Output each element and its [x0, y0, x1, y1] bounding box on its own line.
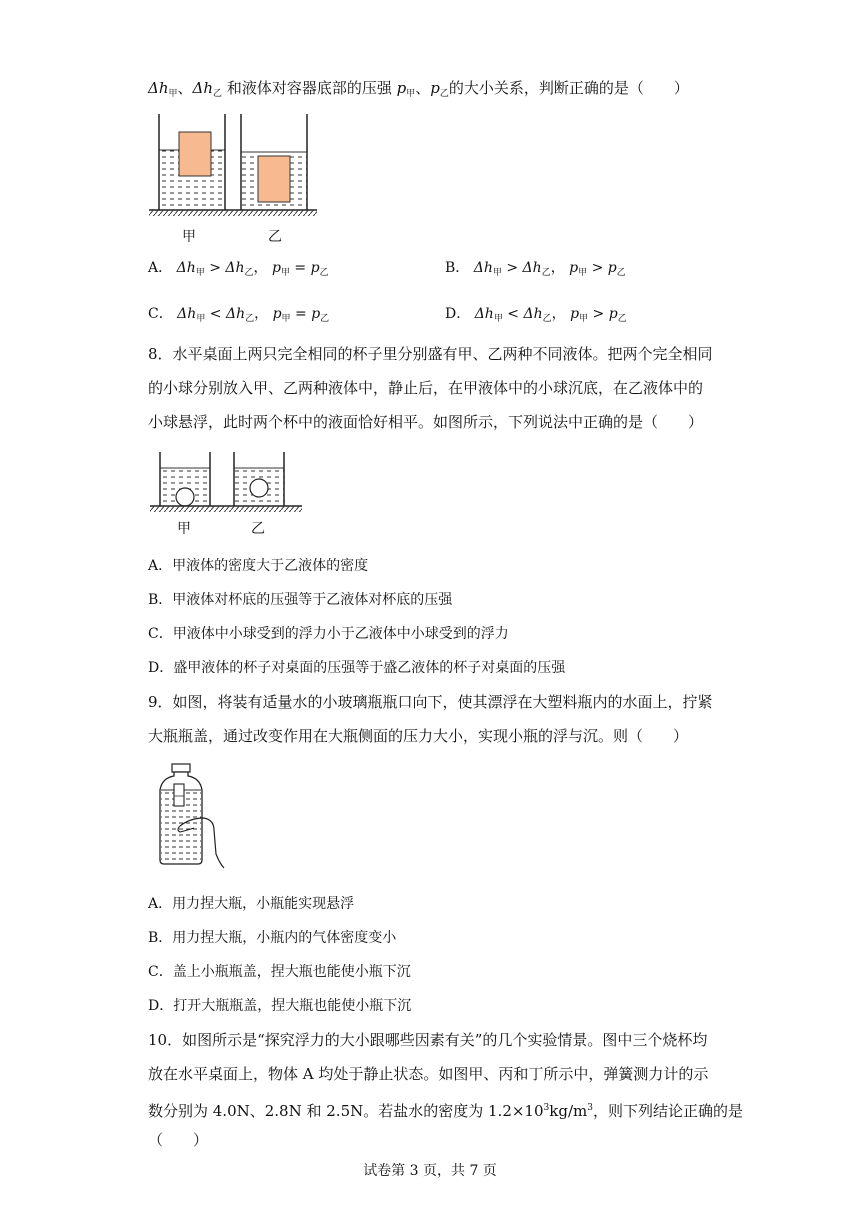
- q7-option-c: C． $\Delta h_甲 < \Delta h_乙$， $p_甲 = p_乙$: [148, 306, 330, 324]
- q7-option-a: A． $\Delta h_甲 > \Delta h_乙$， $p_甲 = p_乙$: [148, 260, 329, 278]
- p-yi: $p_乙$: [430, 79, 449, 99]
- q8-option-a: A．甲液体的密度大于乙液体的密度: [148, 558, 369, 574]
- q10-line-2: 放在水平桌面上，物体 A 均处于静止状态。如图甲、丙和丁所示中，弹簧测力计的示: [148, 1065, 709, 1083]
- q9-figure: [150, 760, 230, 870]
- delta-h-yi: $\Delta h_乙$: [192, 79, 223, 99]
- q9-line-1: 9．如图，将装有适量水的小玻璃瓶瓶口向下，使其漂浮在大塑料瓶内的水面上，拧紧: [148, 693, 713, 711]
- q9-option-c: C．盖上小瓶瓶盖，捏大瓶也能使小瓶下沉: [148, 964, 411, 980]
- q7-option-b: B． $\Delta h_甲 > \Delta h_乙$， $p_甲 > p_乙$: [445, 260, 626, 278]
- q8-line-1: 8．水平桌面上两只完全相同的杯子里分别盛有甲、乙两种不同液体。把两个完全相同: [148, 345, 713, 363]
- page-footer: 试卷第 3 页，共 7 页: [363, 1163, 497, 1179]
- q9-line-2: 大瓶瓶盖，通过改变作用在大瓶侧面的压力大小，实现小瓶的浮与沉。则（ ）: [148, 727, 689, 745]
- q8-fig-label-yi: 乙: [251, 521, 265, 537]
- q8-option-c: C．甲液体中小球受到的浮力小于乙液体中小球受到的浮力: [148, 626, 509, 642]
- q7-fig-label-jia: 甲: [182, 229, 196, 245]
- q10-line-4: （ ）: [148, 1131, 209, 1149]
- q7-stem: $\Delta h_甲$、$\Delta h_乙$ 和液体对容器底部的压强 $p_甲$、$p_乙$的大小关系，判断正确的是（ ）: [148, 79, 689, 99]
- q9-option-a: A．用力捏大瓶，小瓶能实现悬浮: [148, 896, 355, 912]
- q8-line-2: 的小球分别放入甲、乙两种液体中，静止后，在甲液体中的小球沉底，在乙液体中的: [148, 379, 704, 397]
- q7-fig-label-yi: 乙: [268, 229, 282, 245]
- q8-line-3: 小球悬浮，此时两个杯中的液面恰好相平。如图所示，下列说法中正确的是（ ）: [148, 413, 704, 431]
- q9-option-b: B．用力捏大瓶，小瓶内的气体密度变小: [148, 930, 397, 946]
- q7-figure: [145, 112, 325, 242]
- q8-option-d: D．盛甲液体的杯子对桌面的压强等于盛乙液体的杯子对桌面的压强: [148, 660, 566, 676]
- delta-h-jia: $\Delta h_甲$: [148, 79, 178, 99]
- q8-option-b: B．甲液体对杯底的压强等于乙液体对杯底的压强: [148, 592, 453, 608]
- q10-line-1: 10．如图所示是“探究浮力的大小跟哪些因素有关”的几个实验情景。图中三个烧杯均: [148, 1031, 708, 1049]
- p-jia: $p_甲$: [396, 79, 416, 99]
- q8-figure: [146, 450, 316, 520]
- q9-option-d: D．打开大瓶瓶盖，捏大瓶也能使小瓶下沉: [148, 998, 412, 1014]
- q8-fig-label-jia: 甲: [177, 521, 191, 537]
- q7-option-d: D． $\Delta h_甲 < \Delta h_乙$， $p_甲 > p_乙$: [445, 306, 627, 324]
- q10-line-3: 数分别为 4.0N、2.8N 和 2.5N。若盐水的密度为 $1.2\times 10^3kg/m^3$，则下列结论正确的是: [148, 1102, 743, 1120]
